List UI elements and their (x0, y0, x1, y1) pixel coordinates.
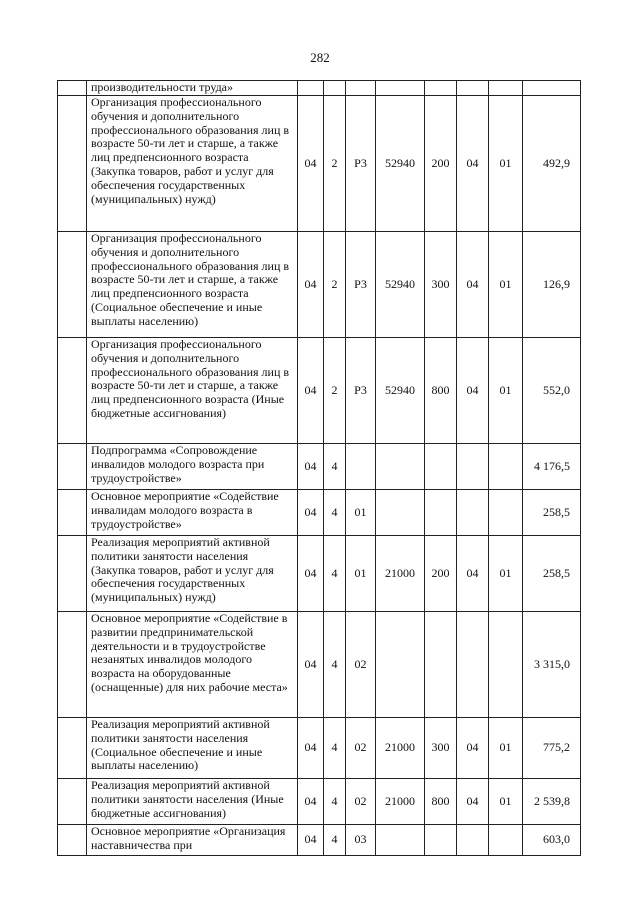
table-cell (58, 779, 87, 825)
gp-code-cell: 04 (298, 96, 324, 232)
direction-code-cell: 21000 (376, 718, 425, 779)
subsection-cell: 01 (489, 536, 523, 612)
table-body (58, 81, 581, 856)
table-row (58, 490, 581, 536)
direction-code-cell: 21000 (376, 779, 425, 825)
section-cell: 04 (457, 536, 489, 612)
table-row (58, 338, 581, 444)
table-row (58, 96, 581, 232)
item-name-cell: Подпрограмма «Сопровождение инвалидов молодого возраста при трудоустройстве» (87, 444, 298, 490)
table-cell (58, 338, 87, 444)
expense-type-cell (425, 612, 457, 718)
section-cell (457, 825, 489, 856)
subsection-cell (489, 825, 523, 856)
item-name-cell: Реализация мероприятий активной политики занятости населения (Закупка товаров, работ и услуг для обеспечения государственных (муниципальных) нужд) (87, 536, 298, 612)
om-code-cell (346, 81, 376, 96)
subsection-cell: 01 (489, 96, 523, 232)
table-row (58, 779, 581, 825)
amount-cell: 552,0 (523, 338, 581, 444)
table-cell (58, 81, 87, 96)
direction-code-cell: 52940 (376, 338, 425, 444)
item-name-cell: Основное мероприятие «Содействие инвалидам молодого возраста в трудоустройстве» (87, 490, 298, 536)
om-code-cell: 02 (346, 612, 376, 718)
om-code-cell: 01 (346, 490, 376, 536)
budget-table (57, 80, 581, 856)
amount-cell: 2 539,8 (523, 779, 581, 825)
om-code-cell: 02 (346, 718, 376, 779)
section-cell: 04 (457, 96, 489, 232)
item-name-cell: Реализация мероприятий активной политики занятости населения (Социальное обеспечение и иные выплаты населению) (87, 718, 298, 779)
section-cell (457, 612, 489, 718)
expense-type-cell: 200 (425, 536, 457, 612)
pp-code-cell: 4 (324, 444, 346, 490)
table-cell (58, 718, 87, 779)
table-cell (58, 490, 87, 536)
section-cell: 04 (457, 779, 489, 825)
page-number: 282 (310, 50, 330, 65)
pp-code-cell: 4 (324, 825, 346, 856)
gp-code-cell: 04 (298, 779, 324, 825)
expense-type-cell: 200 (425, 96, 457, 232)
amount-cell: 258,5 (523, 490, 581, 536)
om-code-cell: Р3 (346, 338, 376, 444)
table-cell (58, 444, 87, 490)
item-name-cell: Организация профессионального обучения и дополнительного профессионального образования лиц в возрасте 50-ти лет и старше, а также лиц предпенсионного возраста (Иные бюджетные ассигнования) (87, 338, 298, 444)
gp-code-cell: 04 (298, 232, 324, 338)
item-name-cell: Организация профессионального обучения и дополнительного профессионального образования лиц в возрасте 50-ти лет и старше, а также лиц предпенсионного возраста (Закупка товаров, работ и услуг для обеспечения государственных (муниципальных) нужд) (87, 96, 298, 232)
direction-code-cell: 52940 (376, 232, 425, 338)
pp-code-cell: 4 (324, 612, 346, 718)
amount-cell: 603,0 (523, 825, 581, 856)
pp-code-cell: 2 (324, 232, 346, 338)
amount-cell: 775,2 (523, 718, 581, 779)
direction-code-cell (376, 825, 425, 856)
pp-code-cell: 2 (324, 96, 346, 232)
gp-code-cell: 04 (298, 612, 324, 718)
table-row (58, 825, 581, 856)
expense-type-cell: 800 (425, 338, 457, 444)
subsection-cell (489, 490, 523, 536)
expense-type-cell (425, 81, 457, 96)
expense-type-cell (425, 825, 457, 856)
table-row (58, 536, 581, 612)
subsection-cell: 01 (489, 779, 523, 825)
table-row (58, 612, 581, 718)
expense-type-cell (425, 444, 457, 490)
table-cell (58, 96, 87, 232)
gp-code-cell: 04 (298, 490, 324, 536)
om-code-cell: 01 (346, 536, 376, 612)
expense-type-cell: 300 (425, 718, 457, 779)
om-code-cell: 02 (346, 779, 376, 825)
item-name-cell: Основное мероприятие «Организация наставничества при (87, 825, 298, 856)
pp-code-cell: 4 (324, 490, 346, 536)
table-cell (58, 232, 87, 338)
pp-code-cell: 4 (324, 718, 346, 779)
amount-cell: 126,9 (523, 232, 581, 338)
expense-type-cell: 300 (425, 232, 457, 338)
direction-code-cell (376, 444, 425, 490)
direction-code-cell: 52940 (376, 96, 425, 232)
item-name-cell: Основное мероприятие «Содействие в развитии предпринимательской деятельности и в трудоустройстве незанятых инвалидов молодого возраста на оборудованные (оснащенные) для них рабочие места» (87, 612, 298, 718)
section-cell (457, 444, 489, 490)
item-name-cell: Реализация мероприятий активной политики занятости населения (Иные бюджетные ассигнования) (87, 779, 298, 825)
pp-code-cell: 4 (324, 779, 346, 825)
table-row (58, 718, 581, 779)
gp-code-cell: 04 (298, 444, 324, 490)
pp-code-cell: 4 (324, 536, 346, 612)
amount-cell: 3 315,0 (523, 612, 581, 718)
om-code-cell (346, 444, 376, 490)
table-row (58, 232, 581, 338)
table-row (58, 444, 581, 490)
table-row (58, 81, 581, 96)
direction-code-cell: 21000 (376, 536, 425, 612)
subsection-cell: 01 (489, 718, 523, 779)
gp-code-cell: 04 (298, 718, 324, 779)
section-cell (457, 81, 489, 96)
amount-cell: 258,5 (523, 536, 581, 612)
table-cell (58, 536, 87, 612)
gp-code-cell: 04 (298, 825, 324, 856)
expense-type-cell: 800 (425, 779, 457, 825)
om-code-cell: 03 (346, 825, 376, 856)
table-cell (58, 825, 87, 856)
pp-code-cell (324, 81, 346, 96)
expense-type-cell (425, 490, 457, 536)
item-name-cell: Организация профессионального обучения и дополнительного профессионального образования лиц в возрасте 50-ти лет и старше, а также лиц предпенсионного возраста (Социальное обеспечение и иные выплаты населению) (87, 232, 298, 338)
gp-code-cell (298, 81, 324, 96)
direction-code-cell (376, 612, 425, 718)
direction-code-cell (376, 490, 425, 536)
gp-code-cell: 04 (298, 338, 324, 444)
amount-cell (523, 81, 581, 96)
amount-cell: 4 176,5 (523, 444, 581, 490)
pp-code-cell: 2 (324, 338, 346, 444)
section-cell: 04 (457, 232, 489, 338)
subsection-cell: 01 (489, 232, 523, 338)
section-cell (457, 490, 489, 536)
direction-code-cell (376, 81, 425, 96)
amount-cell: 492,9 (523, 96, 581, 232)
gp-code-cell: 04 (298, 536, 324, 612)
om-code-cell: Р3 (346, 232, 376, 338)
subsection-cell: 01 (489, 338, 523, 444)
subsection-cell (489, 444, 523, 490)
subsection-cell (489, 81, 523, 96)
table-cell (58, 612, 87, 718)
subsection-cell (489, 612, 523, 718)
item-name-cell: производительности труда» (87, 81, 298, 96)
section-cell: 04 (457, 338, 489, 444)
section-cell: 04 (457, 718, 489, 779)
om-code-cell: Р3 (346, 96, 376, 232)
